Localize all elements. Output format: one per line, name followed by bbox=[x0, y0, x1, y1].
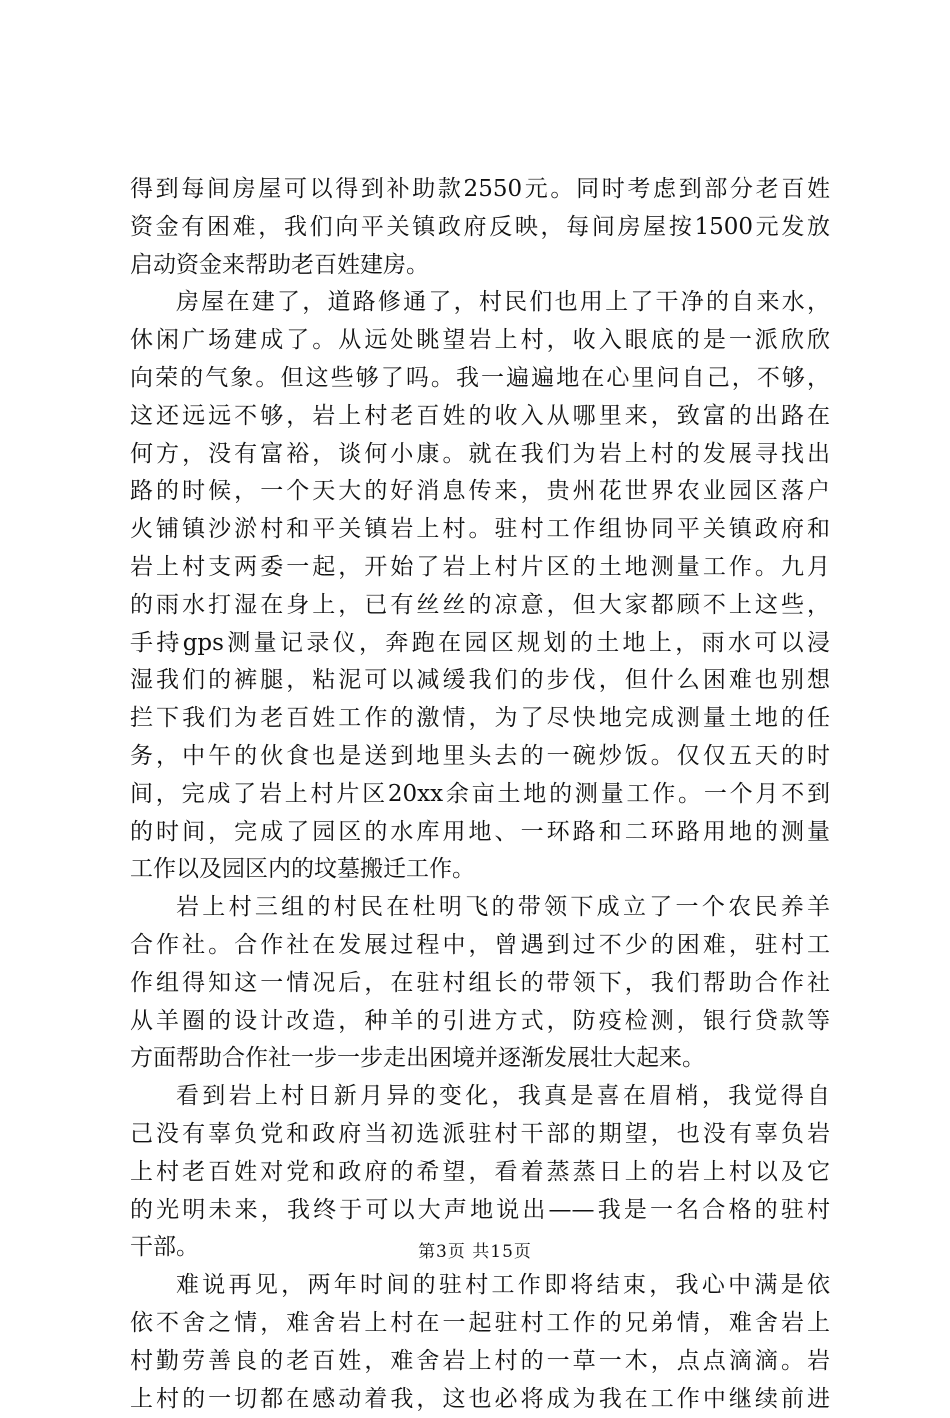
text-line: 的光明未来，我终于可以大声地说出——我是一名合格的驻村 bbox=[130, 1192, 830, 1230]
text-line: 的时间，完成了园区的水库用地、一环路和二环路用地的测量 bbox=[130, 814, 830, 852]
text-line: 间，完成了岩上村片区20xx余亩土地的测量工作。一个月不到 bbox=[130, 776, 830, 814]
text-line: 岩上村三组的村民在杜明飞的带领下成立了一个农民养羊 bbox=[130, 889, 830, 927]
text-line: 方面帮助合作社一步一步走出困境并逐渐发展壮大起来。 bbox=[130, 1040, 830, 1078]
text-line: 己没有辜负党和政府当初选派驻村干部的期望，也没有辜负岩 bbox=[130, 1116, 830, 1154]
text-line: 合作社。合作社在发展过程中，曾遇到过不少的困难，驻村工 bbox=[130, 927, 830, 965]
text-line: 上村老百姓对党和政府的希望，看着蒸蒸日上的岩上村以及它 bbox=[130, 1154, 830, 1192]
text-line: 干部。 bbox=[130, 1229, 830, 1267]
page-number: 第3页 共15页 bbox=[0, 1240, 950, 1264]
text-line: 上村的一切都在感动着我，这也必将成为我在工作中继续前进 bbox=[130, 1381, 830, 1418]
text-line: 难说再见，两年时间的驻村工作即将结束，我心中满是依 bbox=[130, 1267, 830, 1305]
text-line: 路的时候，一个天大的好消息传来，贵州花世界农业园区落户 bbox=[130, 473, 830, 511]
text-line: 岩上村支两委一起，开始了岩上村片区的土地测量工作。九月 bbox=[130, 549, 830, 587]
text-line: 火铺镇沙淤村和平关镇岩上村。驻村工作组协同平关镇政府和 bbox=[130, 511, 830, 549]
text-line: 休闲广场建成了。从远处眺望岩上村，收入眼底的是一派欣欣 bbox=[130, 322, 830, 360]
text-line: 手持gps测量记录仪，奔跑在园区规划的土地上，雨水可以浸 bbox=[130, 625, 830, 663]
text-line: 这还远远不够，岩上村老百姓的收入从哪里来，致富的出路在 bbox=[130, 398, 830, 436]
document-body bbox=[130, 171, 830, 1418]
text-line: 村勤劳善良的老百姓，难舍岩上村的一草一木，点点滴滴。岩 bbox=[130, 1343, 830, 1381]
text-line: 拦下我们为老百姓工作的激情，为了尽快地完成测量土地的任 bbox=[130, 700, 830, 738]
text-line: 依不舍之情，难舍岩上村在一起驻村工作的兄弟情，难舍岩上 bbox=[130, 1305, 830, 1343]
text-line: 资金有困难，我们向平关镇政府反映，每间房屋按1500元发放 bbox=[130, 209, 830, 247]
text-line: 启动资金来帮助老百姓建房。 bbox=[130, 247, 830, 285]
text-line: 的雨水打湿在身上，已有丝丝的凉意，但大家都顾不上这些， bbox=[130, 587, 830, 625]
text-line: 向荣的气象。但这些够了吗。我一遍遍地在心里问自己，不够， bbox=[130, 360, 830, 398]
text-line: 务，中午的伙食也是送到地里头去的一碗炒饭。仅仅五天的时 bbox=[130, 738, 830, 776]
text-line: 从羊圈的设计改造，种羊的引进方式，防疫检测，银行贷款等 bbox=[130, 1003, 830, 1041]
text-line: 作组得知这一情况后，在驻村组长的带领下，我们帮助合作社 bbox=[130, 965, 830, 1003]
text-line: 工作以及园区内的坟墓搬迁工作。 bbox=[130, 851, 830, 889]
text-line: 何方，没有富裕，谈何小康。就在我们为岩上村的发展寻找出 bbox=[130, 436, 830, 474]
text-line: 得到每间房屋可以得到补助款2550元。同时考虑到部分老百姓 bbox=[130, 171, 830, 209]
text-line: 湿我们的裤腿，粘泥可以减缓我们的步伐，但什么困难也别想 bbox=[130, 662, 830, 700]
text-line: 房屋在建了，道路修通了，村民们也用上了干净的自来水， bbox=[130, 284, 830, 322]
text-line: 看到岩上村日新月异的变化，我真是喜在眉梢，我觉得自 bbox=[130, 1078, 830, 1116]
